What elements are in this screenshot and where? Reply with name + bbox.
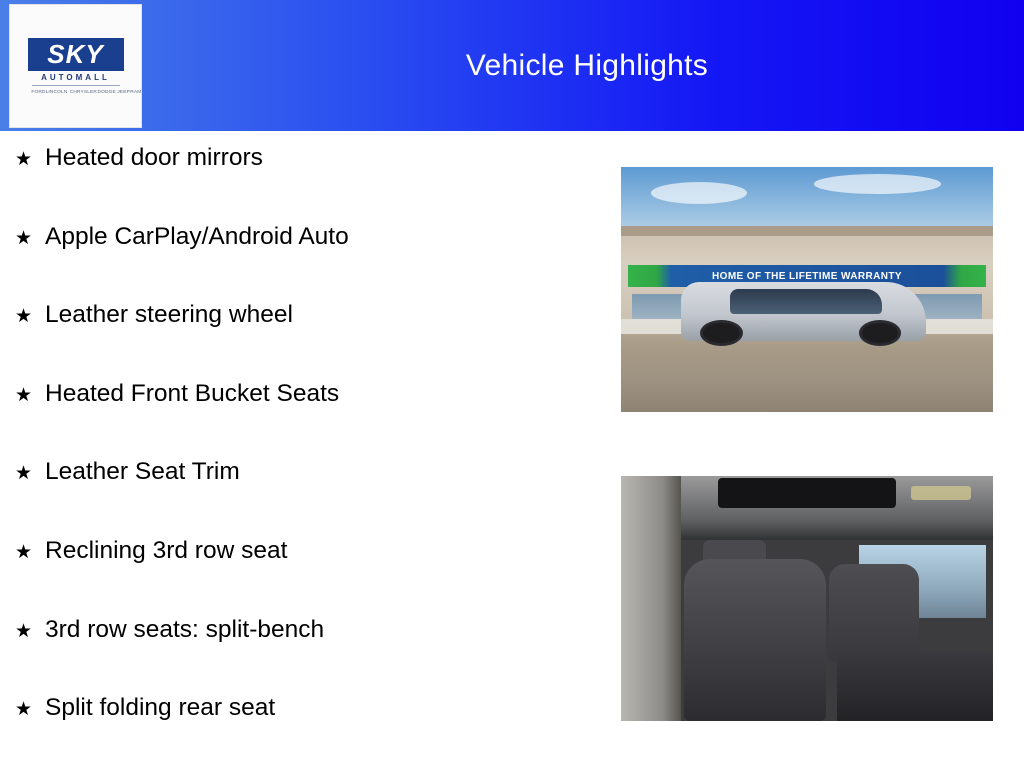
feature-label: Reclining 3rd row seat — [45, 536, 288, 564]
logo-brand-3: DODGE — [97, 88, 117, 95]
feature-label: Heated door mirrors — [45, 144, 263, 171]
logo-brand-5: RAM — [130, 88, 142, 95]
slide-body — [0, 131, 1024, 768]
logo-brand-2: CHRYSLER — [69, 88, 97, 95]
vehicle-interior-photo — [621, 476, 993, 721]
logo-brand-1: LINCOLN — [46, 88, 68, 95]
interior-driver-seat — [684, 559, 825, 721]
logo-subtitle: AUTOMALL — [41, 72, 110, 82]
star-icon: ★ — [15, 620, 33, 642]
logo-brand-list — [28, 88, 142, 95]
slide-header — [0, 0, 1024, 131]
list-item — [12, 302, 602, 381]
feature-list — [12, 145, 602, 774]
dealer-logo — [9, 4, 142, 128]
list-item — [12, 459, 602, 538]
logo-wordmark: SKY — [28, 38, 124, 71]
list-item — [12, 145, 602, 224]
photo-roofline — [621, 226, 993, 236]
feature-label: 3rd row seats: split-bench — [45, 615, 325, 643]
list-item — [12, 695, 602, 774]
feature-label: Split folding rear seat — [45, 694, 276, 722]
interior-dome-light — [911, 486, 971, 501]
feature-label: Heated Front Bucket Seats — [45, 379, 340, 407]
vehicle-exterior-photo — [621, 167, 993, 412]
photo-cloud — [651, 182, 748, 204]
star-icon: ★ — [15, 227, 33, 249]
photo-cloud — [814, 174, 940, 194]
list-item — [12, 381, 602, 460]
logo-brand-0: FORD — [30, 88, 46, 95]
interior-pillar — [621, 476, 681, 721]
star-icon: ★ — [15, 149, 33, 170]
photo-minivan — [681, 282, 927, 341]
interior-passenger-seat — [829, 564, 918, 662]
interior-center-console — [837, 652, 993, 721]
logo-inner — [28, 38, 142, 95]
star-icon: ★ — [15, 541, 33, 563]
list-item — [12, 224, 602, 303]
photo-banner-text: HOME OF THE LIFETIME WARRANTY — [712, 270, 902, 282]
list-item — [12, 538, 602, 617]
interior-sunroof — [718, 478, 897, 507]
feature-label: Leather steering wheel — [45, 301, 293, 329]
feature-label: Leather Seat Trim — [45, 458, 240, 486]
photo-minivan-glass — [730, 289, 882, 314]
star-icon: ★ — [15, 463, 33, 485]
logo-divider — [32, 85, 120, 86]
page-title: Vehicle Highlights — [465, 48, 709, 82]
star-icon: ★ — [15, 306, 33, 328]
feature-label: Apple CarPlay/Android Auto — [45, 222, 349, 250]
star-icon: ★ — [15, 699, 33, 721]
list-item — [12, 617, 602, 696]
logo-brand-4: JEEP — [116, 88, 130, 95]
star-icon: ★ — [15, 384, 33, 406]
